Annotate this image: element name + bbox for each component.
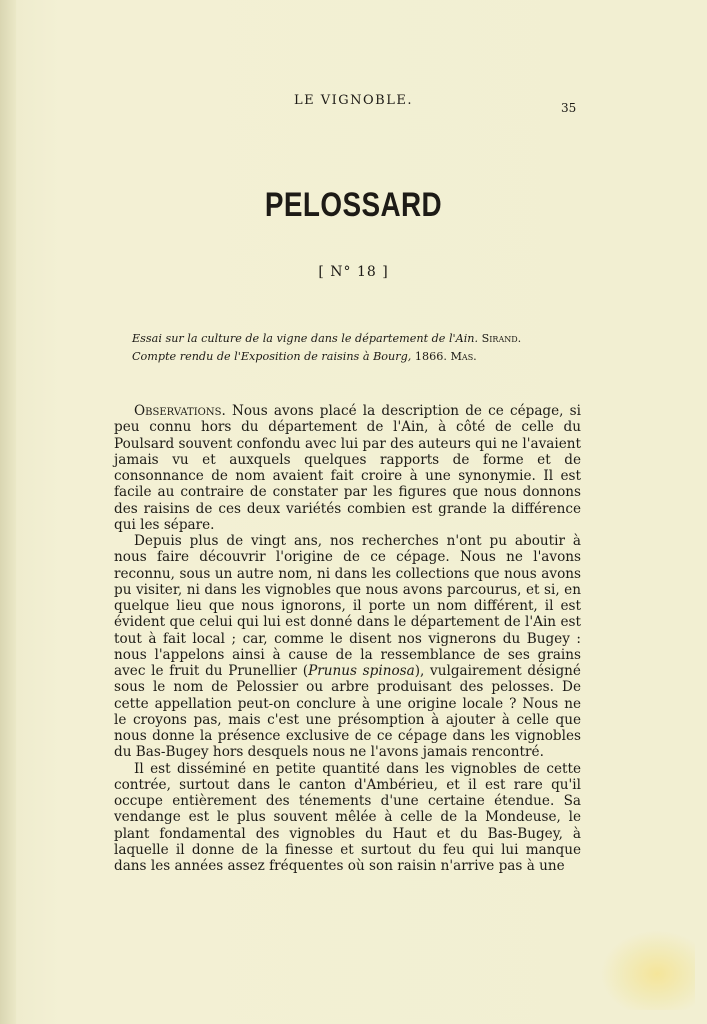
paragraph-text: Nous avons placé la description de ce cépage, si peu connu hors du département de l'Ain, à côté de celle du Poulsard souvent confondu avec lui par des auteurs qui ne l'avaient jamais vu et auxquels quelques rapports de forme et de consonnance de nom avaient fait croire à une synonymie. Il est facile au contraire de constater par les figures que nous donnons des raisins de ces deux variétés combien est grande la différence qui les sépare. — [114, 403, 581, 533]
reference-title: Essai sur la culture de la vigne dans le département de l'Ain. — [132, 332, 479, 345]
paragraph-text: Il est disséminé en petite quantité dans les vignobles de cette contrée, surtout dans le canton d'Ambérieu, et il est rare qu'il occupe entièrement des ténements d'une certaine étendue. Sa vendange est le plus souvent mêlée à celle de la Mondeuse, le plant fondamental des vignobles du Haut et du Bas-Bugey, à laquelle il donne de la finesse et surtout du feu qui lui manque dans les années assez fréquentes où son raisin n'arrive pas à une — [114, 760, 581, 874]
paragraph-text: ), vulgairement désigné sous le nom de Pelossier ou arbre produisant des pelosses. De cette appellation peut-on conclure à une origine locale ? Nous ne le croyons pas, mais c'est une présomption à ajouter à celle que nous donne la présence exclusive de ce cépage dans les vignobles du Bas-Bugey hors desquels nous ne l'avons jamais rencontré. — [114, 663, 581, 761]
section-lead: Observations. — [134, 403, 226, 419]
reference-title: Compte rendu de l'Exposition de raisins à Bourg, — [132, 350, 412, 363]
paragraph — [114, 533, 581, 761]
paragraph — [114, 403, 581, 533]
reference-line — [132, 330, 552, 348]
variety-number: [ N° 18 ] — [318, 264, 389, 280]
latin-name: Prunus spinosa — [308, 663, 415, 679]
body-text — [114, 403, 581, 874]
page-title: PELOSSARD — [264, 186, 443, 224]
reference-year: 1866. — [414, 350, 447, 363]
paragraph — [114, 761, 581, 875]
page-number: 35 — [561, 101, 577, 115]
reference-author: Mas. — [450, 350, 477, 363]
paper-stain — [600, 930, 695, 1010]
reference-author: Sirand. — [481, 332, 522, 345]
running-head: LE VIGNOBLE. — [293, 93, 413, 108]
paragraph-text: Depuis plus de vingt ans, nos recherches n'ont pu aboutir à nous faire découvrir l'origine de ce cépage. Nous ne l'avons reconnu, sous un autre nom, ni dans les collections que nous avons pu visiter, ni dans les vignobles que nous avons parcourus, et si, en quelque lieu que nous ignorons, il porte un nom différent, il est évident que celui qui lui est donné dans le département de l'Ain est tout à fait local ; car, comme le disent nos vignerons du Bugey : nous l'appelons ainsi à cause de la ressemblance de ses grains avec le fruit du Prunellier ( — [114, 533, 581, 679]
page-gutter — [0, 0, 16, 1024]
bibliographic-references — [132, 330, 552, 366]
reference-line — [132, 348, 552, 366]
